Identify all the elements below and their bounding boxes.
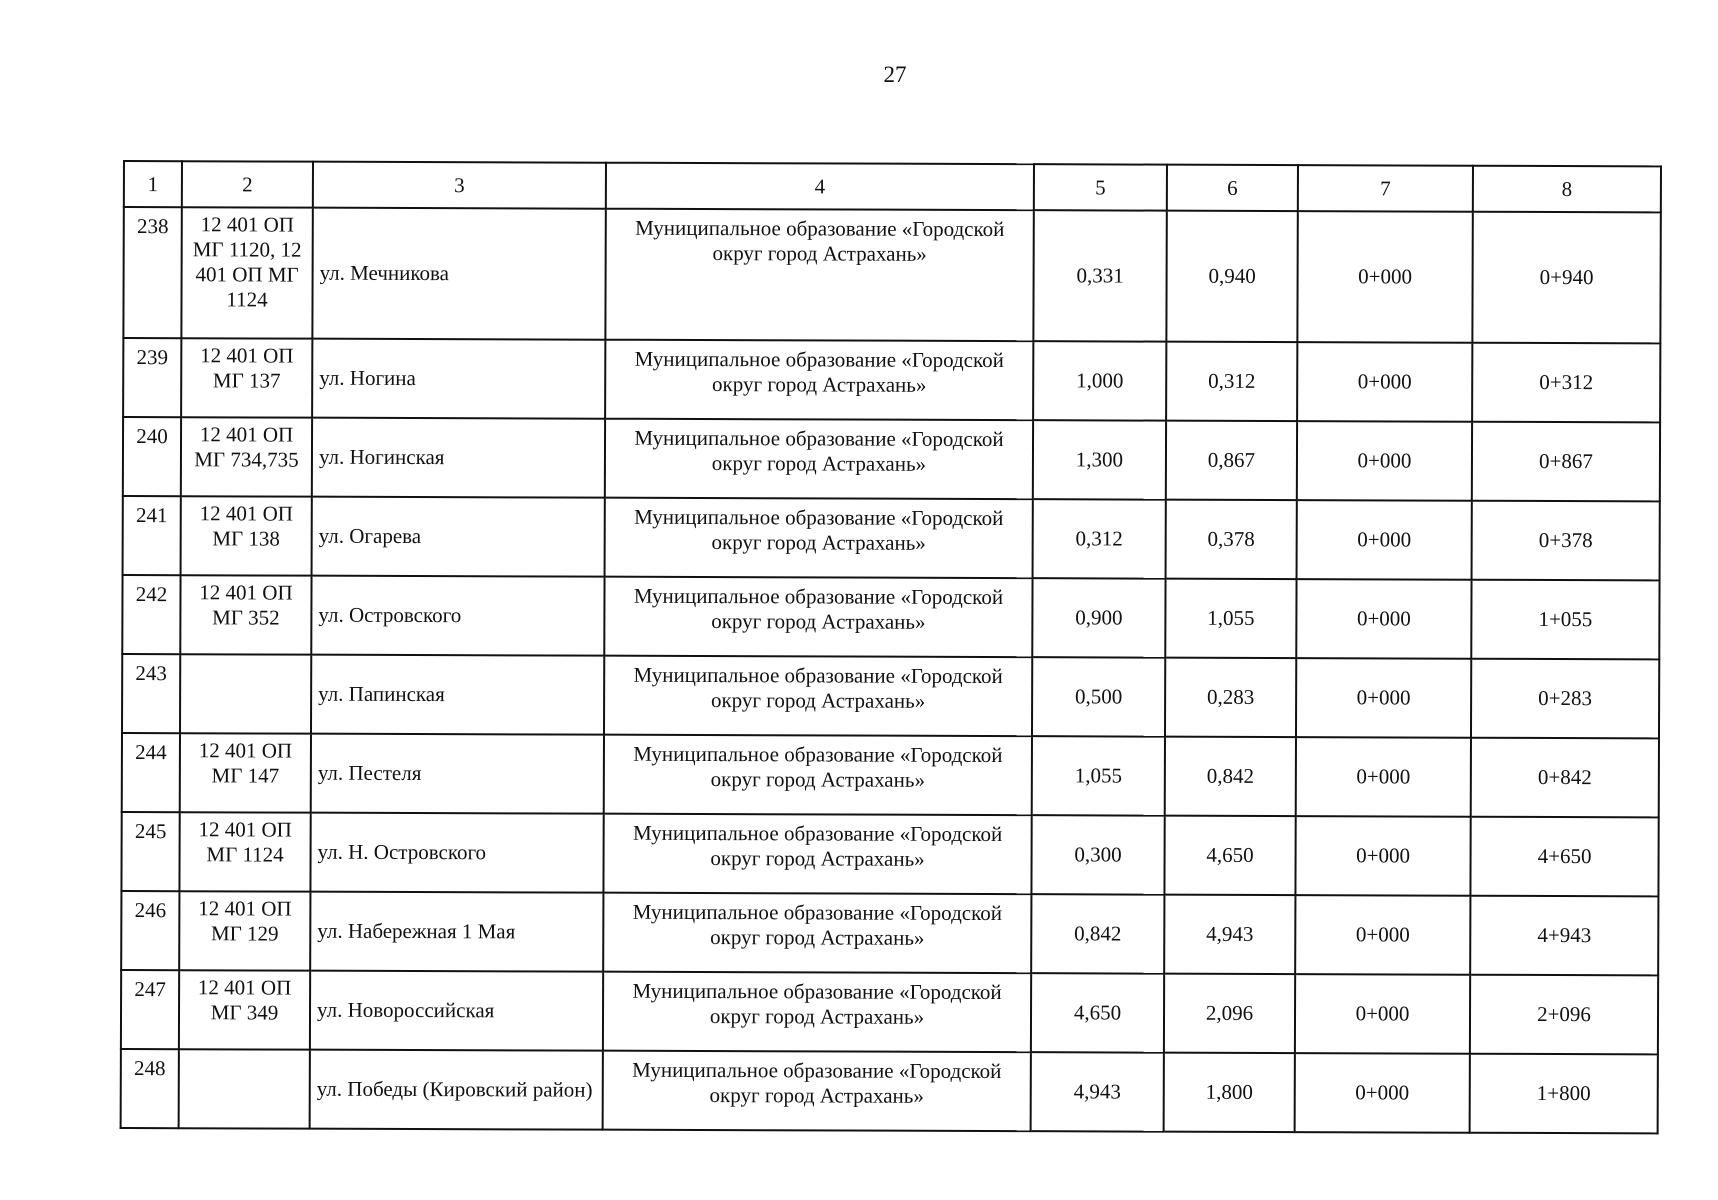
- owner-name: Муниципальное образование «Городской округ город Астрахань»: [603, 972, 1031, 1052]
- column-header: 5: [1034, 164, 1167, 210]
- road-id-code: 12 401 ОП МГ 1120, 12 401 ОП МГ 1124: [181, 207, 312, 338]
- roads-registry-table: [120, 160, 1662, 1134]
- value-col8: 0+867: [1472, 422, 1660, 502]
- table-row: [123, 417, 1660, 501]
- value-col6: 4,650: [1164, 816, 1295, 895]
- column-header: 3: [313, 162, 606, 209]
- value-col8: 1+800: [1470, 1054, 1658, 1134]
- table-row: [121, 812, 1658, 896]
- row-number: 242: [122, 575, 180, 654]
- value-col5: 1,000: [1033, 341, 1166, 420]
- value-col5: 1,300: [1033, 420, 1166, 499]
- value-col6: 1,055: [1165, 579, 1296, 658]
- road-id-code: 12 401 ОП МГ 147: [180, 733, 311, 812]
- street-name: ул. Победы (Кировский район): [310, 1050, 603, 1130]
- road-id-code: 12 401 ОП МГ 138: [181, 496, 312, 575]
- street-name: ул. Н. Островского: [310, 813, 603, 893]
- value-col5: 0,312: [1033, 499, 1166, 578]
- value-col5: 0,842: [1031, 894, 1164, 973]
- table-row: [121, 891, 1658, 975]
- value-col6: 1,800: [1164, 1053, 1295, 1132]
- value-col5: 4,650: [1031, 973, 1164, 1052]
- value-col6: 0,940: [1166, 211, 1297, 342]
- table-row: [122, 654, 1659, 738]
- value-col6: 4,943: [1164, 895, 1295, 974]
- table-row: [122, 733, 1659, 817]
- owner-name: Муниципальное образование «Городской округ город Астрахань»: [603, 814, 1031, 894]
- road-id-code: [180, 654, 311, 733]
- street-name: ул. Островского: [311, 576, 604, 656]
- owner-name: Муниципальное образование «Городской округ город Астрахань»: [604, 735, 1032, 815]
- owner-name: Муниципальное образование «Городской округ город Астрахань»: [603, 893, 1031, 973]
- table-row: [123, 207, 1660, 343]
- table-row: [122, 575, 1659, 659]
- value-col7: 0+000: [1297, 211, 1472, 343]
- value-col8: 4+943: [1470, 896, 1658, 976]
- value-col5: 1,055: [1032, 736, 1165, 815]
- column-header: 8: [1473, 166, 1661, 213]
- value-col6: 0,842: [1165, 737, 1296, 816]
- row-number: 244: [122, 733, 180, 812]
- value-col7: 0+000: [1297, 421, 1472, 501]
- street-name: ул. Пестеля: [311, 734, 604, 814]
- table-header-row: [124, 161, 1661, 212]
- owner-name: Муниципальное образование «Городской округ город Астрахань»: [605, 340, 1033, 420]
- value-col7: 0+000: [1296, 658, 1471, 738]
- value-col6: 0,312: [1166, 342, 1297, 421]
- owner-name: Муниципальное образование «Городской округ город Астрахань»: [605, 209, 1033, 341]
- owner-name: Муниципальное образование «Городской округ город Астрахань»: [604, 656, 1032, 736]
- page-number: 27: [883, 62, 907, 87]
- row-number: 248: [121, 1049, 179, 1128]
- table-row: [121, 970, 1658, 1054]
- value-col5: 0,500: [1032, 657, 1165, 736]
- value-col8: 4+650: [1470, 817, 1658, 897]
- column-header: 6: [1167, 165, 1298, 211]
- road-id-code: 12 401 ОП МГ 349: [179, 970, 310, 1049]
- value-col5: 0,900: [1032, 578, 1165, 657]
- row-number: 241: [123, 496, 181, 575]
- value-col7: 0+000: [1295, 895, 1470, 975]
- value-col8: 0+378: [1472, 501, 1660, 581]
- value-col6: 0,283: [1165, 658, 1296, 737]
- row-number: 245: [121, 812, 179, 891]
- column-header: 2: [182, 161, 313, 207]
- value-col8: 0+312: [1472, 343, 1660, 423]
- owner-name: Муниципальное образование «Городской округ город Астрахань»: [605, 419, 1033, 499]
- road-id-code: [179, 1049, 310, 1128]
- value-col6: 2,096: [1164, 974, 1295, 1053]
- value-col8: 0+842: [1471, 738, 1659, 818]
- value-col8: 2+096: [1470, 975, 1658, 1055]
- row-number: 239: [123, 338, 181, 417]
- road-id-code: 12 401 ОП МГ 1124: [179, 812, 310, 891]
- street-name: ул. Мечникова: [312, 208, 605, 340]
- value-col7: 0+000: [1296, 579, 1471, 659]
- table-row: [123, 496, 1660, 580]
- road-id-code: 12 401 ОП МГ 129: [179, 891, 310, 970]
- road-id-code: 12 401 ОП МГ 352: [180, 575, 311, 654]
- row-number: 240: [123, 417, 181, 496]
- column-header: 4: [606, 163, 1034, 210]
- column-header: 7: [1298, 165, 1473, 212]
- row-number: 243: [122, 654, 180, 733]
- owner-name: Муниципальное образование «Городской округ город Астрахань»: [603, 1051, 1031, 1131]
- value-col7: 0+000: [1297, 342, 1472, 422]
- value-col7: 0+000: [1296, 737, 1471, 817]
- value-col5: 0,331: [1033, 210, 1166, 341]
- street-name: ул. Ногинская: [312, 418, 605, 498]
- row-number: 238: [123, 207, 181, 338]
- value-col8: 0+940: [1472, 212, 1660, 344]
- value-col8: 1+055: [1471, 580, 1659, 660]
- value-col7: 0+000: [1295, 974, 1470, 1054]
- value-col5: 4,943: [1031, 1052, 1164, 1131]
- owner-name: Муниципальное образование «Городской округ город Астрахань»: [604, 577, 1032, 657]
- value-col6: 0,867: [1166, 421, 1297, 500]
- owner-name: Муниципальное образование «Городской округ город Астрахань»: [605, 498, 1033, 578]
- value-col7: 0+000: [1295, 816, 1470, 896]
- column-header: 1: [124, 161, 182, 207]
- street-name: ул. Огарева: [312, 497, 605, 577]
- street-name: ул. Ногина: [312, 339, 605, 419]
- value-col7: 0+000: [1295, 1053, 1470, 1133]
- road-id-code: 12 401 ОП МГ 137: [181, 338, 312, 417]
- street-name: ул. Папинская: [311, 655, 604, 735]
- value-col7: 0+000: [1297, 500, 1472, 580]
- table-row: [121, 1049, 1658, 1133]
- road-id-code: 12 401 ОП МГ 734,735: [181, 417, 312, 496]
- street-name: ул. Набережная 1 Мая: [310, 892, 603, 972]
- street-name: ул. Новороссийская: [310, 971, 603, 1051]
- value-col6: 0,378: [1166, 500, 1297, 579]
- row-number: 247: [121, 970, 179, 1049]
- table-row: [123, 338, 1660, 422]
- row-number: 246: [121, 891, 179, 970]
- value-col5: 0,300: [1031, 815, 1164, 894]
- value-col8: 0+283: [1471, 659, 1659, 739]
